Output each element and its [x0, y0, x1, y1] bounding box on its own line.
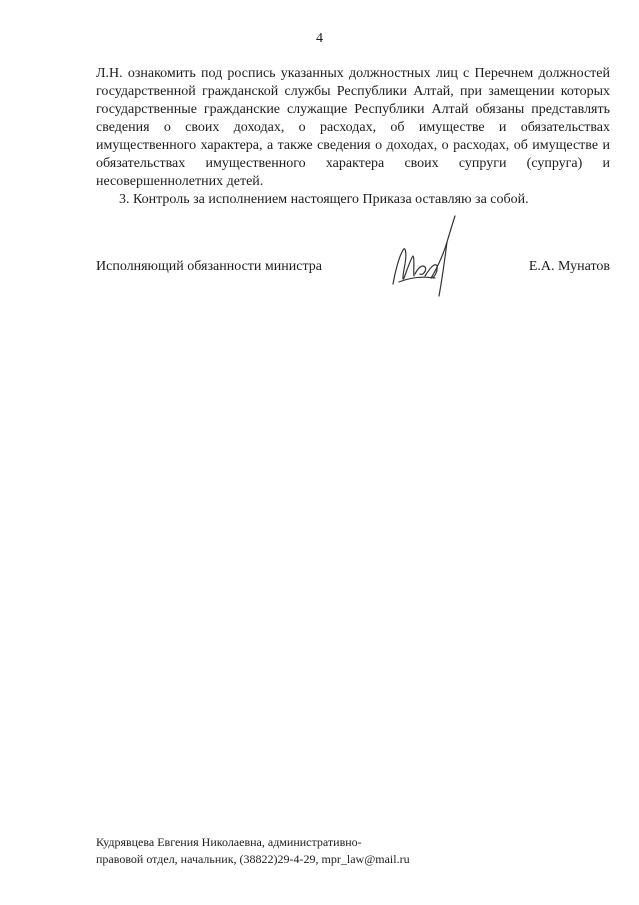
document-body [96, 65, 610, 209]
footer-line-1: Кудрявцева Евгения Николаевна, административно- [96, 835, 362, 849]
page-number: 4 [316, 31, 323, 46]
footer-line-2: правовой отдел, начальник, (38822)29-4-29, mpr_law@mail.ru [96, 852, 410, 866]
paragraph-continuation: Л.Н. ознакомить под роспись указанных должностных лиц с Перечнем должностей государственной гражданской службы Республики Алтай, при замещении которых государственные гражданские служащие Республики Алтай обязаны представлять сведения о своих доходах, о расходах, об имуществе и обязательствах имущественного характера, а также сведения о доходах, о расходах, об имуществе и обязательствах имущественного характера своих супруги (супруга) и несовершеннолетних детей. [96, 66, 610, 189]
signature-block [96, 258, 610, 278]
list-item-3: 3. Контроль за исполнением настоящего Приказа оставляю за собой. [119, 192, 529, 207]
footer-contact [96, 834, 516, 868]
handwritten-signature [385, 212, 465, 302]
signatory-name: Е.А. Мунатов [528, 259, 610, 274]
signatory-position: Исполняющий обязанности министра [96, 259, 322, 274]
